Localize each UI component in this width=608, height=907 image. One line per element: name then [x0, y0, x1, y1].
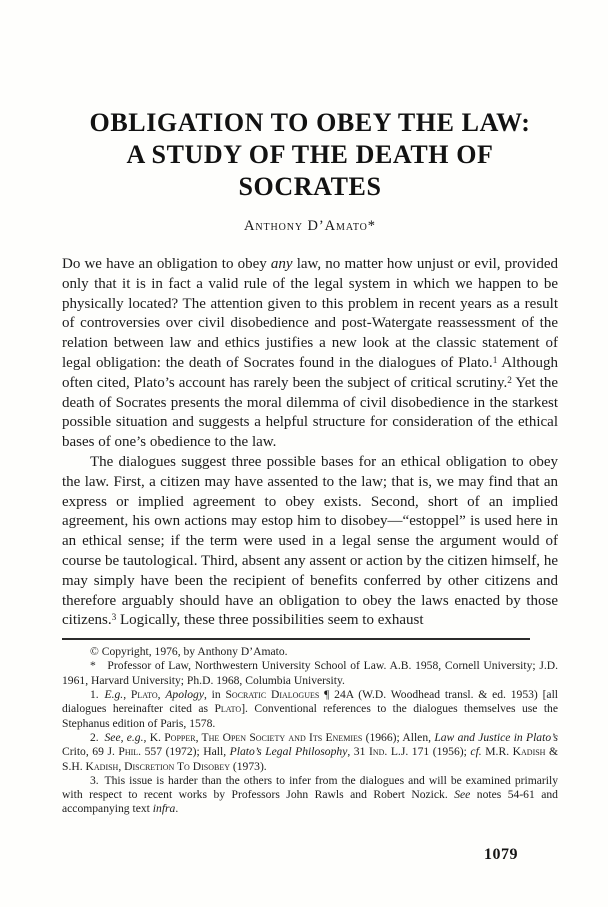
footnote-2: 2. See, e.g., K. Popper, The Open Society and Its Enemies (1966); Allen, Law and Justice in Plato’s Crito, 69 J. Phil. 557 (1972); Hall, Plato’s Legal Philosophy, 31 Ind. L.J. 171 (1956); cf. M.R. Kadish & S.H. Kadish, Discretion To Disobey (1973).: [62, 730, 559, 773]
paragraph-2: The dialogues suggest three possible bases for an ethical obligation to obey the law. First, a citizen may have assented to the law; that is, we may find that an express or implied agreement to obey exists. Second, short of an implied agreement, his own actions may estop him to disobey—“estoppel” is used here in an ethical sense; if the term were used in a legal sense the argument would of course be tautological. Third, absent any assent or action by the citizen himself, he may simply have been the recipient of benefits conferred by other citizens and therefore arguably should have an obligation to obey the laws enacted by those citizens.$^3$ Logically, these three possibilities seem to exhaust: [62, 453, 558, 629]
title-line-1: OBLIGATION TO OBEY THE LAW:: [89, 108, 531, 137]
article-body: [62, 255, 558, 631]
page-number: 1079: [484, 846, 518, 863]
author-byline: Anthony D’Amato*: [244, 218, 376, 234]
text-column: [62, 0, 558, 817]
title-line-3: SOCRATES: [238, 172, 382, 201]
footnote-copyright: © Copyright, 1976, by Anthony D’Amato.: [90, 645, 288, 659]
footnote-3: 3. This issue is harder than the others to infer from the dialogues and will be examined primarily with respect to recent works by Professors John Rawls and Robert Nozick. See notes 54-61 and accompanying text infra.: [62, 773, 558, 816]
footnote-1: 1. E.g., Plato, Apology, in Socratic Dialogues ¶ 24A (W.D. Woodhead transl. & ed. 1953) [all dialogues hereinafter cited as Plato]. Conventional references to the dialogues themselves use the Stephanus edition of Paris, 1578.: [62, 688, 559, 730]
footnote-author-affiliation: * Professor of Law, Northwestern University School of Law. A.B. 1958, Cornell University; J.D. 1961, Harvard University; Ph.D. 1968, Columbia University.: [62, 659, 558, 687]
footnotes-block: [62, 645, 558, 817]
paragraph-1: Do we have an obligation to obey any law, no matter how unjust or evil, provided only that it is in fact a valid rule of the legal system in which we happen to be physically located? The attention given to this problem in recent years as a result of controversies over civil disobedience and post-Watergate reassessment of the relation between law and ethics justifies a new look at the classic statement of legal obligation: the death of Socrates found in the dialogues of Plato.$^1$ Although often cited, Plato’s account has rarely been the subject of critical scrutiny.$^2$ Yet the death of Socrates presents the moral dilemma of civil disobedience in the starkest possible situation and suggests a helpful structure for consideration of the ethical bases of one’s obedience to the law.: [62, 256, 559, 451]
title-line-2: A STUDY OF THE DEATH OF: [126, 140, 494, 169]
footnote-separator-rule: [62, 638, 530, 640]
article-title: [62, 107, 558, 203]
